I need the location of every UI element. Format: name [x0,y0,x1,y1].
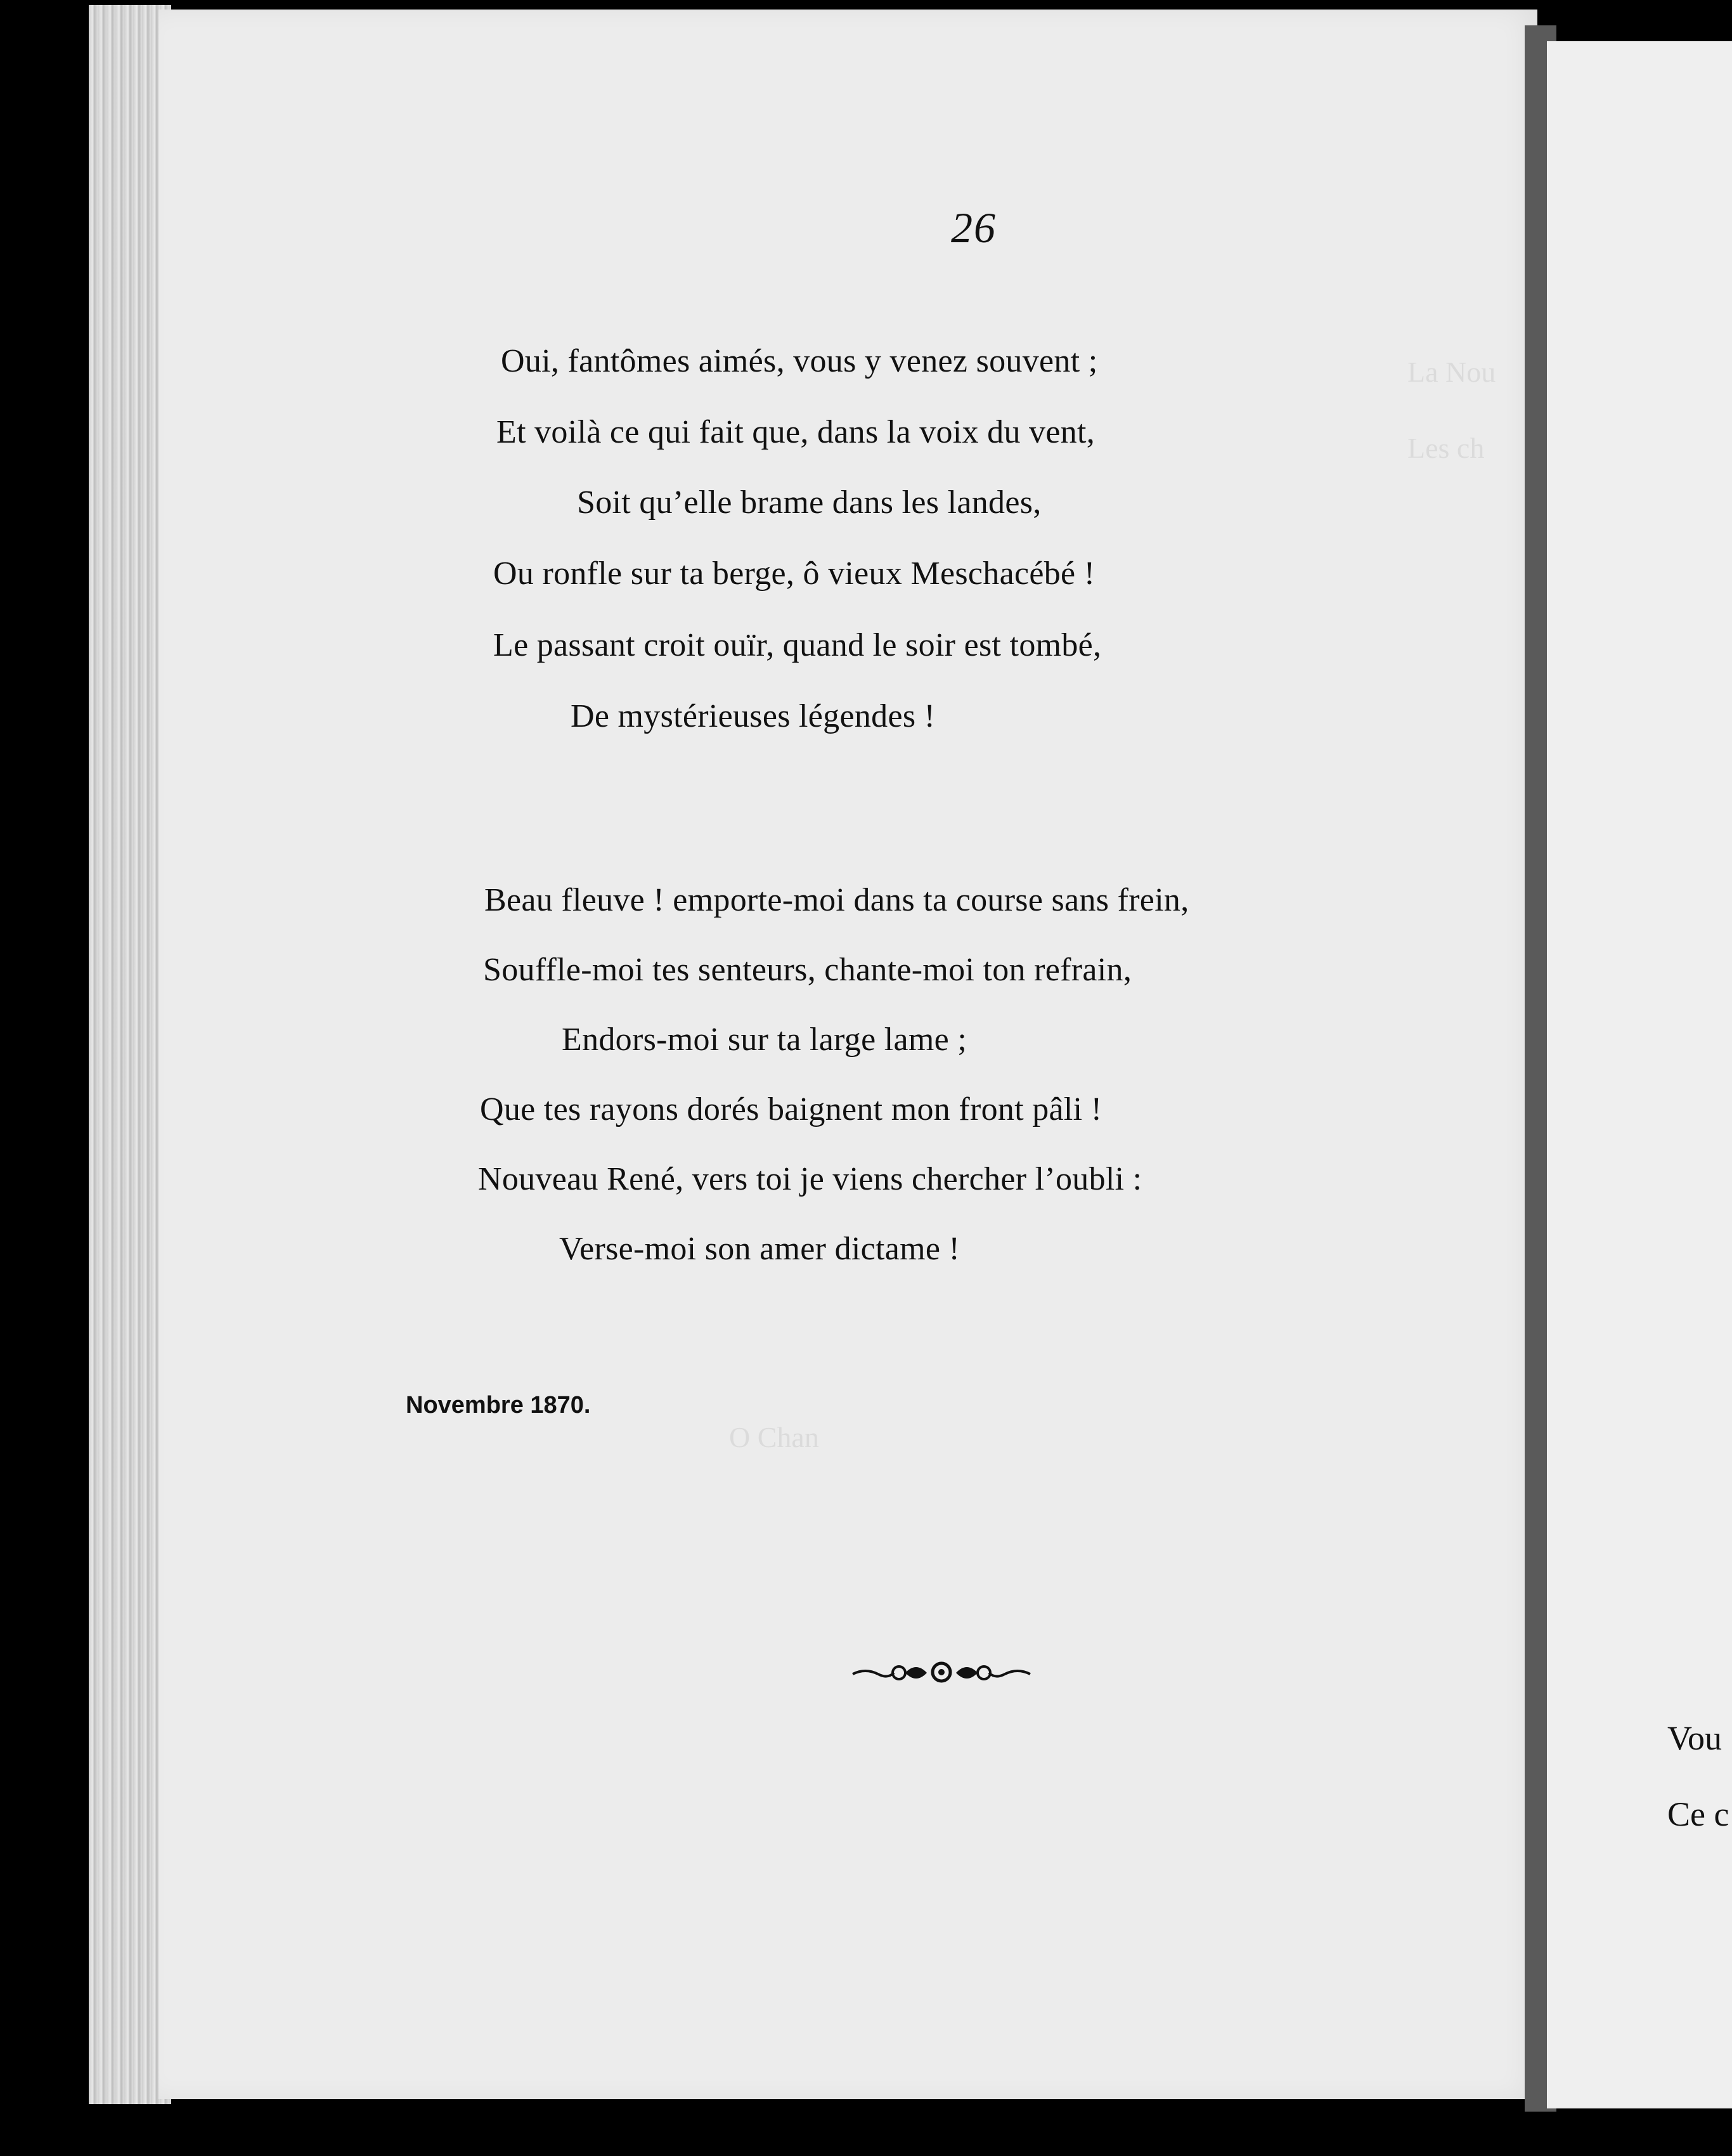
show-through-text: Les ch [1407,432,1485,464]
verse-line: Endors-moi sur ta large lame ; [562,1022,967,1058]
show-through-text: O Chan [729,1421,819,1453]
verse-line: Nouveau René, vers toi je viens chercher l’oubli : [478,1161,1142,1197]
verse-line: Souffle-moi tes senteurs, chante-moi ton refrain, [483,952,1132,988]
page-number: 26 [951,204,997,252]
date-line: Novembre 1870. [406,1392,591,1419]
verse-line: De mystérieuses légendes ! [571,698,936,734]
right-page-text: Ce c [1667,1795,1729,1833]
verse-line: Ou ronfle sur ta berge, ô vieux Meschacébé ! [493,555,1095,592]
verse-line: Verse-moi son amer dictame ! [559,1231,960,1267]
fleuron-ornament [850,1656,1033,1688]
verse-line: Beau fleuve ! emporte-moi dans ta course sans frein, [484,882,1189,918]
verse-line: Le passant croit ouïr, quand le soir est tombé, [493,627,1102,663]
verse-line: Oui, fantômes aimés, vous y venez souvent ; [501,343,1098,379]
verse-line: Soit qu’elle brame dans les landes, [577,484,1042,521]
right-page-text: Vou [1667,1719,1722,1757]
verse-line: Et voilà ce qui fait que, dans la voix du vent, [496,414,1095,450]
show-through-text: La Nou [1407,356,1496,388]
verse-line: Que tes rayons dorés baignent mon front pâli ! [480,1091,1102,1127]
